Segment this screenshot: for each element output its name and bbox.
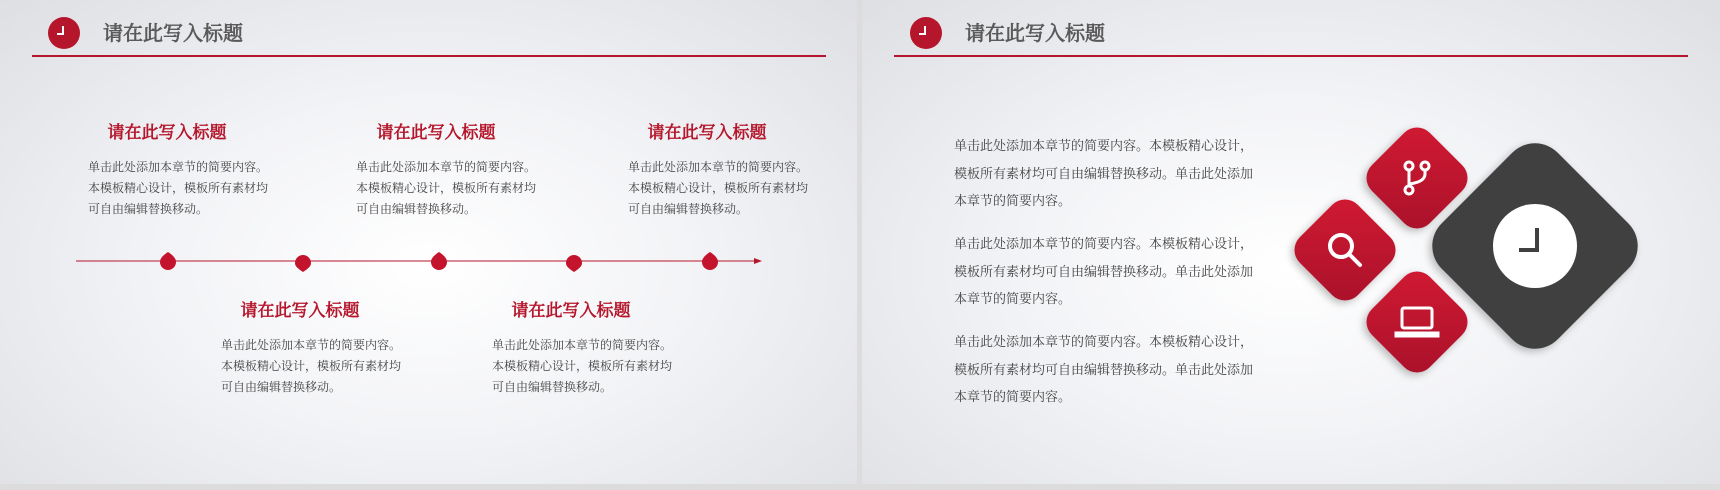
search-icon [1323,228,1367,272]
right-slide [862,0,1720,484]
timeline-marker [160,252,176,270]
item-body: 单击此处添加本章节的简要内容。本模板精心设计，模板所有素材均可自由编辑替换移动。 [88,160,269,216]
timeline-marker [702,252,718,270]
title-divider [32,55,826,57]
clock-icon [1493,204,1577,288]
item-title: 请在此写入标题 [376,123,496,143]
page-title: 请在此写入标题 [103,21,243,45]
page-title: 请在此写入标题 [965,21,1105,45]
laptop-icon [1393,302,1441,342]
item-title: 请在此写入标题 [107,123,227,143]
timeline-marker [295,255,311,272]
title-divider [894,55,1688,57]
branch-icon [1397,158,1437,198]
timeline-marker [431,252,447,270]
timeline [76,252,762,282]
paragraph: 单击此处添加本章节的简要内容。本模板精心设计，模板所有素材均可自由编辑替换移动。单击此处添加本章节的简要内容。 [954,139,1254,209]
item-title: 请在此写入标题 [647,123,767,143]
left-slide [0,0,857,484]
item-body: 单击此处添加本章节的简要内容。本模板精心设计，模板所有素材均可自由编辑替换移动。 [492,338,673,394]
item-body: 单击此处添加本章节的简要内容。本模板精心设计，模板所有素材均可自由编辑替换移动。 [221,338,402,394]
timeline-marker [566,255,582,272]
item-body: 单击此处添加本章节的简要内容。本模板精心设计，模板所有素材均可自由编辑替换移动。 [356,160,537,216]
item-body: 单击此处添加本章节的简要内容。本模板精心设计，模板所有素材均可自由编辑替换移动。 [628,160,809,216]
clock-icon [910,17,942,49]
paragraph: 单击此处添加本章节的简要内容。本模板精心设计，模板所有素材均可自由编辑替换移动。单击此处添加本章节的简要内容。 [954,335,1254,405]
paragraph: 单击此处添加本章节的简要内容。本模板精心设计，模板所有素材均可自由编辑替换移动。单击此处添加本章节的简要内容。 [954,237,1254,307]
clock-icon [48,17,80,49]
item-title: 请在此写入标题 [511,301,631,321]
item-title: 请在此写入标题 [240,301,360,321]
